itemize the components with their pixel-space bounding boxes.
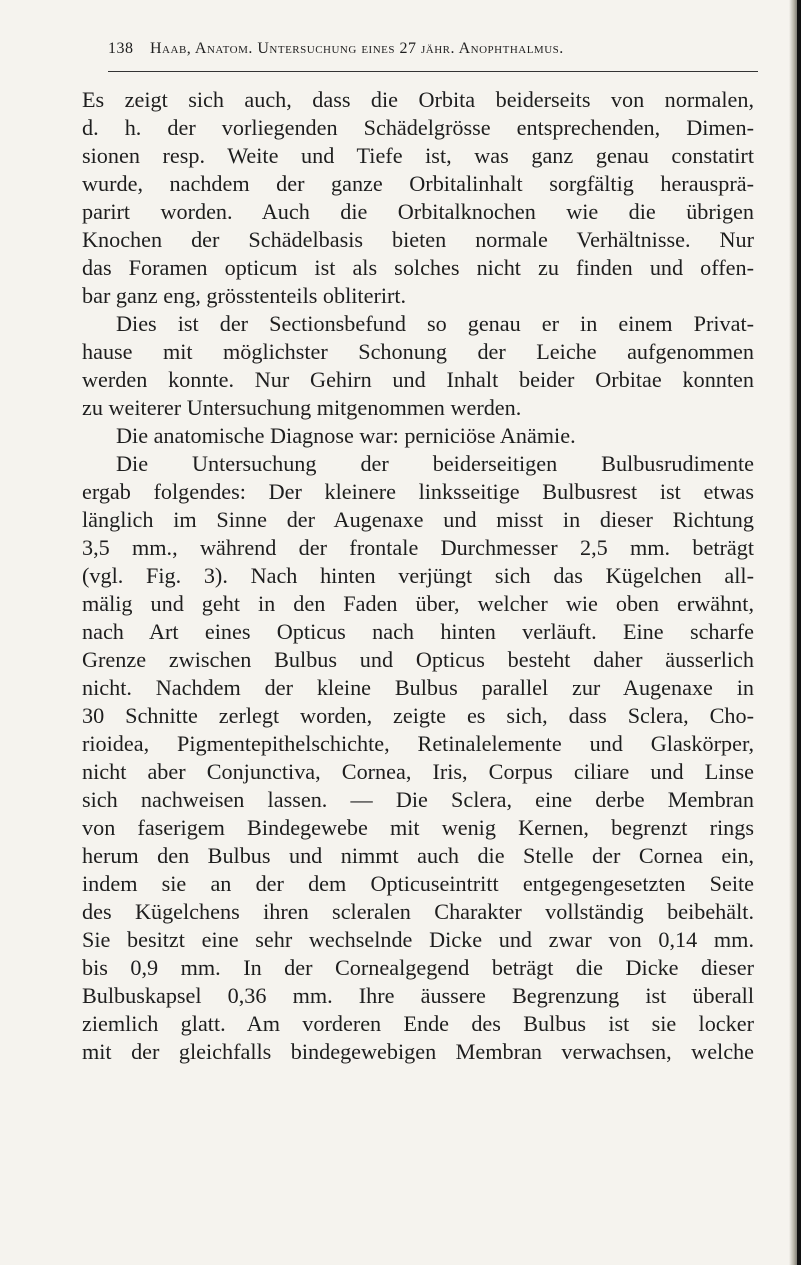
running-title: Haab, Anatom. Untersuchung eines 27 jähr. Anophthalmus. (150, 40, 564, 57)
body-text (82, 86, 754, 1066)
text-line: hause mit möglichster Schonung der Leiche aufgenommen (82, 339, 754, 364)
text-line: Es zeigt sich auch, dass die Orbita beiderseits von normalen, (82, 87, 754, 112)
text-line: parirt worden. Auch die Orbitalknochen wie die übrigen (82, 199, 754, 224)
text-line: Die anatomische Diagnose war: perniciöse Anämie. (116, 423, 576, 448)
text-line: länglich im Sinne der Augenaxe und misst in dieser Richtung (82, 507, 754, 532)
text-line: (vgl. Fig. 3). Nach hinten verjüngt sich das Kügelchen all- (82, 563, 754, 588)
page-number: 138 (108, 40, 134, 57)
text-line: ergab folgendes: Der kleinere linksseitige Bulbusrest ist etwas (82, 479, 754, 504)
text-line: wurde, nachdem der ganze Orbitalinhalt sorgfältig herausprä- (82, 171, 754, 196)
text-line: bar ganz eng, grösstenteils obliterirt. (82, 283, 407, 308)
text-line: Bulbuskapsel 0,36 mm. Ihre äussere Begrenzung ist überall (82, 983, 754, 1008)
text-line: zu weiterer Untersuchung mitgenommen werden. (82, 395, 522, 420)
text-line: 30 Schnitte zerlegt worden, zeigte es sich, dass Sclera, Cho- (82, 703, 754, 728)
text-line: nach Art eines Opticus nach hinten verläuft. Eine scharfe (82, 619, 754, 644)
text-line: mit der gleichfalls bindegewebigen Membran verwachsen, welche (82, 1039, 754, 1064)
text-line: das Foramen opticum ist als solches nicht zu finden und offen- (82, 255, 754, 280)
text-line: Die Untersuchung der beiderseitigen Bulbusrudimente (116, 451, 754, 476)
text-line: indem sie an der dem Opticuseintritt entgegengesetzten Seite (82, 871, 754, 896)
text-line: herum den Bulbus und nimmt auch die Stelle der Cornea ein, (82, 843, 754, 868)
text-line: von faserigem Bindegewebe mit wenig Kernen, begrenzt rings (82, 815, 754, 840)
text-line: bis 0,9 mm. In der Cornealgegend beträgt die Dicke dieser (82, 955, 754, 980)
page-edge-dark (797, 0, 801, 1265)
text-line: sionen resp. Weite und Tiefe ist, was ganz genau constatirt (82, 143, 754, 168)
text-line: mälig und geht in den Faden über, welcher wie oben erwähnt, (82, 591, 754, 616)
text-line: Dies ist der Sectionsbefund so genau er in einem Privat- (116, 311, 754, 336)
text-line: des Kügelchens ihren scleralen Charakter vollständig beibehält. (82, 899, 754, 924)
text-line: Grenze zwischen Bulbus und Opticus besteht daher äusserlich (82, 647, 754, 672)
text-line: Knochen der Schädelbasis bieten normale Verhältnisse. Nur (82, 227, 754, 252)
text-line: ziemlich glatt. Am vorderen Ende des Bulbus ist sie locker (82, 1011, 754, 1036)
running-header (108, 40, 758, 58)
text-line: d. h. der vorliegenden Schädelgrösse entsprechenden, Dimen- (82, 115, 754, 140)
text-line: 3,5 mm., während der frontale Durchmesser 2,5 mm. beträgt (82, 535, 754, 560)
text-line: nicht. Nachdem der kleine Bulbus parallel zur Augenaxe in (82, 675, 754, 700)
text-line: rioidea, Pigmentepithelschichte, Retinalelemente und Glaskörper, (82, 731, 754, 756)
text-line: sich nachweisen lassen. — Die Sclera, eine derbe Membran (82, 787, 754, 812)
header-rule (108, 71, 758, 72)
text-line: nicht aber Conjunctiva, Cornea, Iris, Corpus ciliare und Linse (82, 759, 754, 784)
text-line: werden konnte. Nur Gehirn und Inhalt beider Orbitae konnten (82, 367, 754, 392)
text-line: Sie besitzt eine sehr wechselnde Dicke und zwar von 0,14 mm. (82, 927, 754, 952)
